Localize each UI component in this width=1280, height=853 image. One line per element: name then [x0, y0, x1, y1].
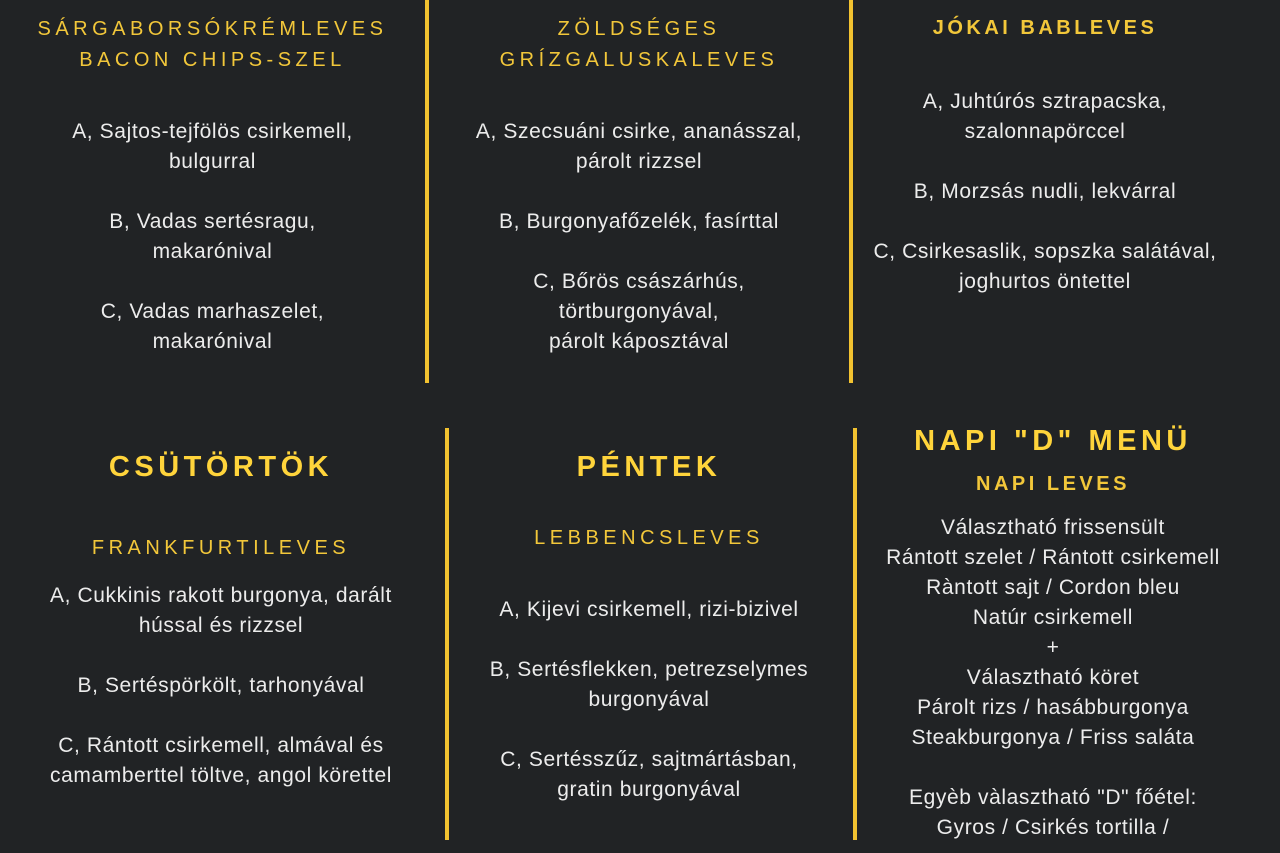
menu-item-a: [429, 117, 849, 177]
item-text: párolt rizzsel: [575, 150, 703, 173]
item-text: makarónival: [152, 330, 273, 353]
menu-item-c: [0, 731, 442, 791]
menu-item-c: [449, 745, 849, 805]
menu-column-3: [853, 13, 1237, 327]
soup-title: LEBBENCSLEVES: [534, 527, 764, 549]
item-text: A, Szecsuáni csirke, ananásszal,: [475, 120, 803, 143]
menu-item-a: [0, 581, 442, 641]
soup-title: GRÍZGALUSKALEVES: [499, 49, 779, 71]
item-text: A, Juhtúrós sztrapacska,: [922, 90, 1168, 113]
menu-item-a: [449, 595, 849, 625]
menu-item-b: [449, 655, 849, 715]
menu-item-a: [0, 117, 425, 177]
item-text: A, Cukkinis rakott burgonya, darált: [50, 584, 392, 607]
item-text: joghurtos öntettel: [959, 270, 1131, 293]
d-menu-line: Választható frissensült: [941, 516, 1165, 539]
d-menu-line: [857, 753, 1249, 783]
item-text: C, Vadas marhaszelet,: [100, 300, 325, 323]
item-text: B, Sertéspörkölt, tarhonyával: [77, 674, 365, 697]
menu-item-a: [853, 87, 1237, 147]
menu-item-c: [0, 297, 425, 357]
item-text: C, Bőrös császárhús,: [533, 270, 745, 293]
soup-title: NAPI LEVES: [976, 473, 1130, 495]
day-title: PÉNTEK: [576, 451, 722, 483]
item-text: C, Csirkesaslik, sopszka salátával,: [873, 240, 1217, 263]
item-text: B, Vadas sertésragu,: [109, 210, 316, 233]
d-menu-line: Ràntott sajt / Cordon bleu: [926, 576, 1180, 599]
daily-d-menu-column: [857, 421, 1249, 843]
item-text: szalonnapörccel: [964, 120, 1126, 143]
item-text: burgonyával: [588, 688, 710, 711]
soup-title: SÁRGABORSÓKRÉMLEVES: [37, 18, 388, 40]
menu-item-b: [429, 207, 849, 237]
menu-column-2: [429, 14, 849, 387]
d-menu-line: Párolt rizs / hasábburgonya: [917, 696, 1189, 719]
item-text: A, Sajtos-tejfölös csirkemell,: [72, 120, 353, 143]
d-menu-line: Gyros / Csirkés tortilla /: [936, 816, 1170, 839]
item-text: törtburgonyával,: [558, 300, 720, 323]
menu-item-b: [853, 177, 1237, 207]
item-text: C, Sertésszűz, sajtmártásban,: [500, 748, 798, 771]
menu-column-1: [0, 14, 425, 387]
menu-item-c: [429, 267, 849, 357]
item-text: C, Rántott csirkemell, almával és: [58, 734, 384, 757]
d-menu-line: Rántott szelet / Rántott csirkemell: [886, 546, 1220, 569]
soup-title: BACON CHIPS-SZEL: [79, 49, 346, 71]
d-menu-line: Egyèb vàlasztható "D" főétel:: [909, 786, 1197, 809]
d-menu-line: Natúr csirkemell: [972, 606, 1134, 629]
soup-title: FRANKFURTILEVES: [91, 537, 351, 559]
soup-title: JÓKAI BABLEVES: [932, 17, 1158, 39]
item-text: makarónival: [152, 240, 273, 263]
item-text: A, Kijevi csirkemell, rizi-bizivel: [499, 598, 799, 621]
day-title: NAPI "D" MENÜ: [914, 425, 1192, 457]
thursday-column: [0, 447, 442, 821]
item-text: bulgurral: [168, 150, 257, 173]
item-text: gratin burgonyával: [557, 778, 741, 801]
soup-title: ZÖLDSÉGES: [557, 18, 721, 40]
menu-item-b: [0, 671, 442, 701]
item-text: camamberttel töltve, angol körettel: [50, 764, 392, 787]
menu-item-b: [0, 207, 425, 267]
d-menu-line: Választható köret: [966, 666, 1140, 689]
item-text: hússal és rizzsel: [138, 614, 304, 637]
day-title: CSÜTÖRTÖK: [108, 451, 334, 483]
menu-item-c: [853, 237, 1237, 297]
item-text: B, Morzsás nudli, lekvárral: [913, 180, 1177, 203]
item-text: párolt káposztával: [548, 330, 730, 353]
item-text: B, Burgonyafőzelék, fasírttal: [498, 210, 780, 233]
friday-column: [449, 447, 849, 835]
item-text: B, Sertésflekken, petrezselymes: [489, 658, 809, 681]
d-menu-line: Steakburgonya / Friss saláta: [911, 726, 1195, 749]
d-menu-line: +: [1046, 636, 1060, 659]
d-menu-lines: [857, 513, 1249, 843]
